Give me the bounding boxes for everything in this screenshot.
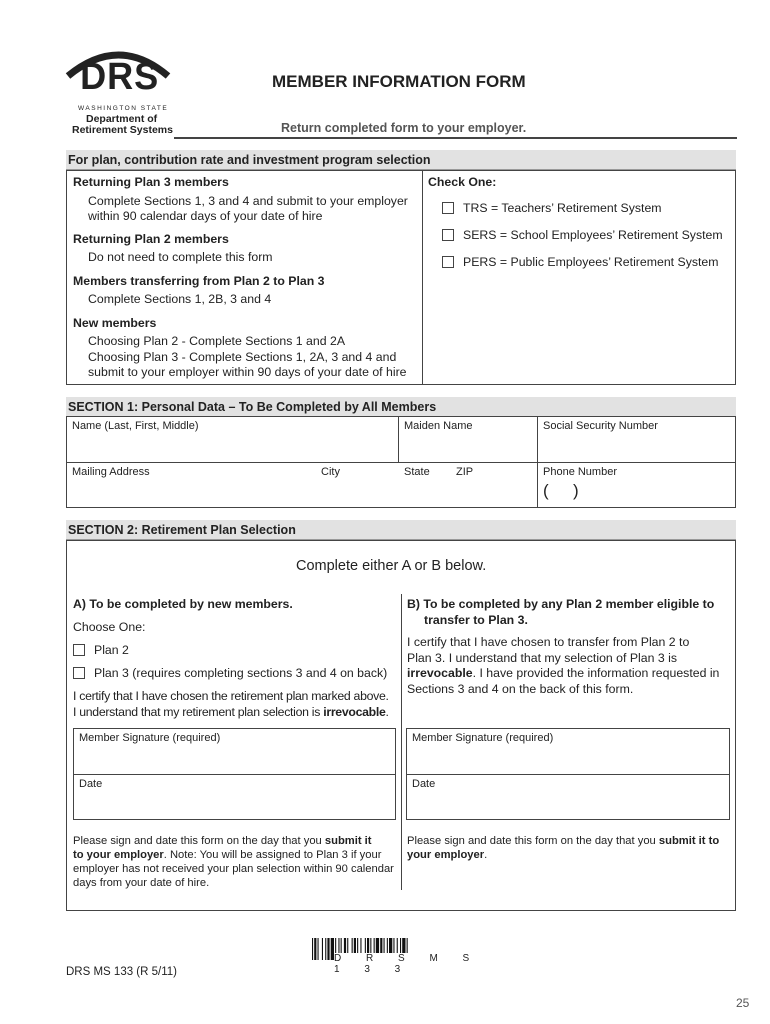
section1-bar: SECTION 1: Personal Data – To Be Completed by All Members — [66, 397, 736, 417]
page-title: MEMBER INFORMATION FORM — [272, 72, 526, 91]
part-a-choose: Choose One: — [73, 620, 146, 634]
maiden-name-field[interactable] — [399, 417, 536, 461]
group-line: Complete Sections 1, 2B, 3 and 4 — [88, 292, 272, 306]
option-label: SERS = School Employees’ Retirement System — [463, 228, 723, 242]
group-line: Complete Sections 1, 3 and 4 and submit to your employer — [88, 193, 408, 208]
logo-dept-line1: Department of — [86, 113, 158, 125]
signature-label: Member Signature (required) — [412, 732, 554, 744]
checkbox[interactable] — [442, 202, 454, 214]
part-a-note: Please sign and date this form on the day that you submit it to your employer. Note: You will be assigned to Plan 3 if your employer has not received your plan selection within 90 calendar days from your date of hire. — [73, 835, 394, 889]
group-line: Choosing Plan 2 - Complete Sections 1 and 2A — [88, 334, 346, 348]
group-heading: Members transferring from Plan 2 to Plan 3 — [73, 273, 325, 288]
part-a-heading: A) To be completed by new members. — [73, 597, 293, 611]
part-b-signature-field[interactable] — [407, 729, 729, 773]
check-one-label: Check One: — [428, 175, 497, 189]
group-heading: Returning Plan 2 members — [73, 231, 229, 246]
section2-instruction: Complete either A or B below. — [296, 558, 487, 574]
checkbox[interactable] — [442, 229, 454, 241]
barcode — [312, 938, 492, 975]
part-b-heading: B) To be completed by any Plan 2 member eligible to transfer to Plan 3. — [407, 597, 715, 627]
phone-paren-open: ( — [543, 481, 549, 500]
logo-dept-line2: Retirement Systems — [72, 124, 173, 136]
certify-line: I understand that my retirement plan selection is irrevocable. — [73, 704, 389, 719]
system-option-pers[interactable] — [442, 255, 719, 271]
header-rule — [174, 137, 737, 139]
plan3-option[interactable] — [73, 666, 387, 682]
option-label: TRS = Teachers’ Retirement System — [463, 201, 662, 215]
ssn-label: Social Security Number — [543, 420, 658, 432]
date-label: Date — [412, 778, 436, 790]
system-option-sers[interactable] — [442, 228, 723, 244]
part-a-date-field[interactable] — [74, 775, 395, 819]
section2-bar: SECTION 2: Retirement Plan Selection — [66, 520, 736, 540]
group-heading: New members — [73, 315, 157, 330]
name-label: Name (Last, First, Middle) — [72, 420, 199, 432]
plan-groups — [73, 175, 418, 381]
zip-label: ZIP — [456, 466, 474, 478]
date-label: Date — [79, 778, 103, 790]
plan2-option[interactable] — [73, 643, 129, 659]
plan-section-bar: For plan, contribution rate and investment program selection — [66, 150, 736, 170]
part-a-certify — [73, 689, 398, 720]
group-heading: Returning Plan 3 members — [73, 175, 229, 189]
group-line: within 90 calendar days of your date of hire — [88, 209, 323, 223]
ssn-field[interactable] — [538, 417, 735, 461]
state-label: State — [404, 466, 430, 478]
drs-logo — [64, 42, 174, 138]
name-field[interactable] — [67, 417, 397, 461]
group-line: Choosing Plan 3 - Complete Sections 1, 2A, 3 and 4 and — [88, 349, 397, 364]
maiden-label: Maiden Name — [404, 420, 473, 432]
phone-label: Phone Number — [543, 466, 617, 478]
plan-section-divider — [422, 170, 423, 385]
certify-line: I certify that I have chosen the retirement plan marked above. — [73, 689, 389, 703]
section2-divider — [401, 594, 402, 890]
address-field[interactable] — [67, 463, 536, 507]
city-label: City — [321, 466, 340, 478]
group-line: submit to your employer within 90 days of your date of hire — [88, 365, 407, 379]
page-subtitle: Return completed form to your employer. — [281, 121, 527, 135]
logo-text: DRS — [80, 56, 160, 98]
part-b-date-field[interactable] — [407, 775, 729, 819]
group-line: Do not need to complete this form — [88, 250, 273, 264]
page-number: 25 — [736, 996, 750, 1010]
form-id: DRS MS 133 (R 5/11) — [66, 966, 177, 978]
option-label: Plan 3 (requires completing sections 3 and 4 on back) — [94, 666, 388, 680]
barcode-text: D R S M S 1 3 3 — [334, 953, 492, 975]
checkbox[interactable] — [442, 256, 454, 268]
address-label: Mailing Address — [72, 466, 150, 478]
system-option-trs[interactable] — [442, 201, 662, 217]
logo-state: WASHINGTON STATE — [78, 105, 169, 112]
part-a-signature-field[interactable] — [74, 729, 395, 773]
checkbox[interactable] — [73, 644, 85, 656]
part-b-note: Please sign and date this form on the day that you submit it to your employer. — [407, 835, 720, 861]
option-label: PERS = Public Employees’ Retirement System — [463, 255, 719, 269]
phone-paren-close: ) — [573, 481, 579, 500]
part-b-certify: I certify that I have chosen to transfer from Plan 2 to Plan 3. I understand that my selection of Plan 3 is irrevocable. I have provided the information requested in Sections 3 and 4 on the back of this form. — [407, 635, 720, 696]
option-label: Plan 2 — [94, 643, 129, 657]
phone-field[interactable] — [538, 463, 735, 507]
signature-label: Member Signature (required) — [79, 732, 221, 744]
checkbox[interactable] — [73, 667, 85, 679]
